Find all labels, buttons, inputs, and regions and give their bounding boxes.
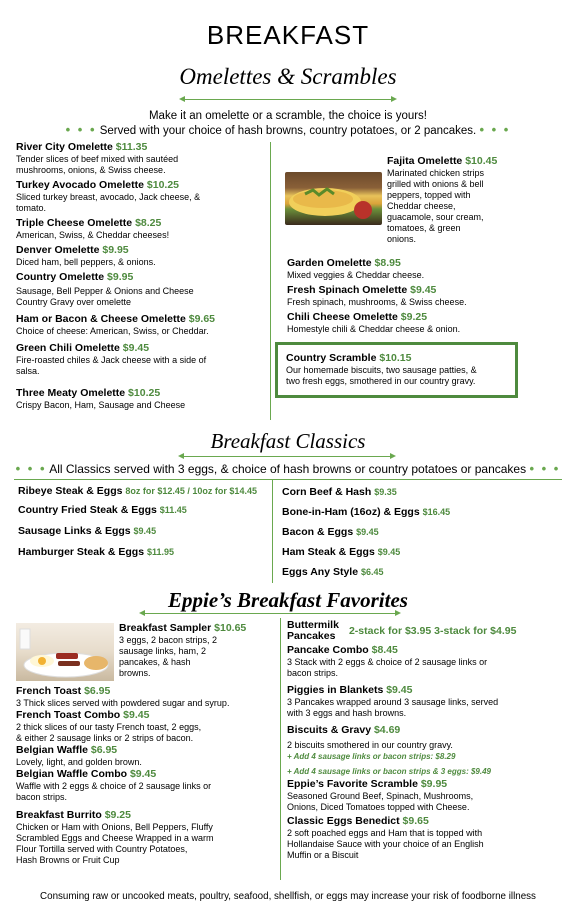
- menu-item-sausage-links: Sausage Links & Eggs $9.45: [18, 525, 157, 537]
- breakfast-sampler-photo: [16, 623, 114, 681]
- foodborne-illness-disclaimer: Consuming raw or uncooked meats, poultry, seafood, shellfish, or eggs may increase your risk of foodborne illness: [40, 891, 536, 902]
- menu-item-buttermilk-pancakes: Buttermilk Pancakes 2-stack for $3.95 3-stack for $4.95: [287, 619, 517, 642]
- page-title: BREAKFAST: [206, 20, 370, 50]
- classics-divider: [14, 479, 562, 480]
- menu-item-garden: Garden Omelette $8.95 Mixed veggies & Cheddar cheese.: [287, 257, 425, 280]
- menu-item-country-fried-steak: Country Fried Steak & Eggs $11.45: [18, 504, 187, 516]
- menu-item-denver: Denver Omelette $9.95 Diced ham, bell peppers, & onions.: [16, 244, 156, 267]
- menu-item-green-chili: Green Chili Omelette $9.45 Fire-roasted chiles & Jack cheese with a side of salsa.: [16, 342, 207, 376]
- section-heading-classics: Breakfast Classics: [210, 429, 366, 453]
- menu-item-fresh-spinach: Fresh Spinach Omelette $9.45 Fresh spinach, mushrooms, & Swiss cheese.: [287, 284, 467, 307]
- menu-item-fajita: Fajita Omelette $10.45 Marinated chicken strips grilled with onions & bell peppers, topped with Cheddar cheese, guacamole, sour cream, tomatoes, & green onions.: [387, 155, 498, 244]
- menu-item-french-toast-combo: French Toast Combo $9.45 2 thick slices of our tasty French toast, 2 eggs, & either 2 sausage links or 2 strips of bacon.: [16, 709, 202, 743]
- menu-item-french-toast: French Toast $6.95 3 Thick slices served with powdered sugar and syrup.: [16, 685, 230, 708]
- menu-item-triple-cheese: Triple Cheese Omelette $8.25 American, Swiss, & Cheddar cheeses!: [16, 217, 170, 240]
- menu-item-river-city: River City Omelette $11.35 Tender slices of beef mixed with sautéed mushrooms, onions, & Swiss cheese.: [16, 141, 179, 175]
- menu-item-breakfast-sampler: Breakfast Sampler $10.65 3 eggs, 2 bacon strips, 2 sausage links, ham, 2 pancakes, & hash browns.: [119, 622, 247, 678]
- dots-right: • • •: [479, 122, 511, 137]
- menu-item-classic-eggs-benedict: Classic Eggs Benedict $9.65 2 soft poached eggs and Ham that is topped with Hollandaise Sauce with your choice of an English Muffin or a Biscuit: [287, 815, 484, 860]
- menu-item-piggies-in-blankets: Piggies in Blankets $9.45 3 Pancakes wrapped around 3 sausage links, served with 3 eggs and hash browns.: [287, 684, 499, 718]
- menu-item-belgian-waffle-combo: Belgian Waffle Combo $9.45 Waffle with 2 eggs & choice of 2 sausage links or bacon strips.: [16, 768, 212, 802]
- menu-item-belgian-waffle: Belgian Waffle $6.95 Lovely, light, and golden brown.: [16, 744, 142, 767]
- menu-item-ribeye: Ribeye Steak & Eggs 8oz for $12.45 / 10oz for $14.45: [18, 485, 257, 497]
- menu-item-chili-cheese: Chili Cheese Omelette $9.25 Homestyle chili & Cheddar cheese & onion.: [287, 311, 461, 334]
- dots-left: • • •: [65, 122, 97, 137]
- menu-item-biscuits-gravy: Biscuits & Gravy $4.69 2 biscuits smothered in our country gravy. + Add 4 sausage links or bacon strips: $8.29 + Add 4 sausage links or bacon strips & 3 eggs: $9.49: [287, 724, 491, 776]
- menu-item-hamburger-steak: Hamburger Steak & Eggs $11.95: [18, 546, 174, 558]
- menu-item-turkey-avocado: Turkey Avocado Omelette $10.25 Sliced turkey breast, avocado, Jack cheese, & tomato.: [16, 179, 201, 213]
- heading-underline: [181, 99, 395, 100]
- heading-underline: [180, 456, 394, 457]
- fajita-omelette-photo: [285, 172, 382, 225]
- omelettes-left-column: [16, 141, 266, 411]
- favorites-right-column: [287, 620, 567, 861]
- favorites-left-column: [16, 685, 278, 866]
- menu-item-ham-bacon-cheese: Ham or Bacon & Cheese Omelette $9.65 Choice of cheese: American, Swiss, or Cheddar.: [16, 313, 216, 336]
- menu-item-eggs-any-style: Eggs Any Style $6.45: [282, 566, 384, 578]
- column-divider: [280, 618, 281, 880]
- omelettes-subtitle-2: • • • Served with your choice of hash browns, country potatoes, or 2 pancakes. • • •: [65, 122, 511, 137]
- column-divider: [272, 479, 273, 583]
- menu-item-breakfast-burrito: Breakfast Burrito $9.25 Chicken or Ham with Onions, Bell Peppers, Fluffy Scrambled Eggs and Cheese Wrapped in a warm Flour Tortilla served with Country Potatoes, Hash Browns or Fruit Cup: [16, 809, 214, 865]
- country-scramble-box: Country Scramble $10.15 Our homemade biscuits, two sausage patties, & two fresh eggs, smothered in our country gravy.: [275, 342, 518, 398]
- omelettes-right-column: [287, 257, 547, 335]
- menu-item-eppies-favorite-scramble: Eppie’s Favorite Scramble $9.95 Seasoned Ground Beef, Spinach, Mushrooms, Onions, Diced Tomatoes topped with Cheese.: [287, 778, 474, 812]
- classics-subtitle: • • • All Classics served with 3 eggs, & choice of hash browns or country potatoes or pancakes • • •: [15, 461, 561, 476]
- heading-underline: [141, 613, 399, 614]
- menu-item-corn-beef: Corn Beef & Hash $9.35: [282, 486, 397, 498]
- column-divider: [270, 142, 271, 420]
- menu-item-pancake-combo: Pancake Combo $8.45 3 Stack with 2 eggs & choice of 2 sausage links or bacon strips.: [287, 644, 488, 678]
- classics-right-column: [282, 486, 552, 579]
- omelettes-subtitle: Make it an omelette or a scramble, the choice is yours!: [148, 110, 428, 122]
- section-heading-omelettes: Omelettes & Scrambles: [179, 64, 397, 89]
- menu-item-bacon-eggs: Bacon & Eggs $9.45: [282, 526, 379, 538]
- menu-item-ham-steak: Ham Steak & Eggs $9.45: [282, 546, 401, 558]
- section-heading-favorites: Eppie’s Breakfast Favorites: [168, 588, 408, 612]
- menu-item-country-omelette: Country Omelette $9.95 Sausage, Bell Pepper & Onions and Cheese Country Gravy over omelette: [16, 271, 194, 307]
- menu-item-bone-in-ham: Bone-in-Ham (16oz) & Eggs $16.45: [282, 506, 451, 518]
- classics-left-column: [18, 485, 272, 559]
- menu-item-three-meaty: Three Meaty Omelette $10.25 Crispy Bacon, Ham, Sausage and Cheese: [16, 387, 186, 410]
